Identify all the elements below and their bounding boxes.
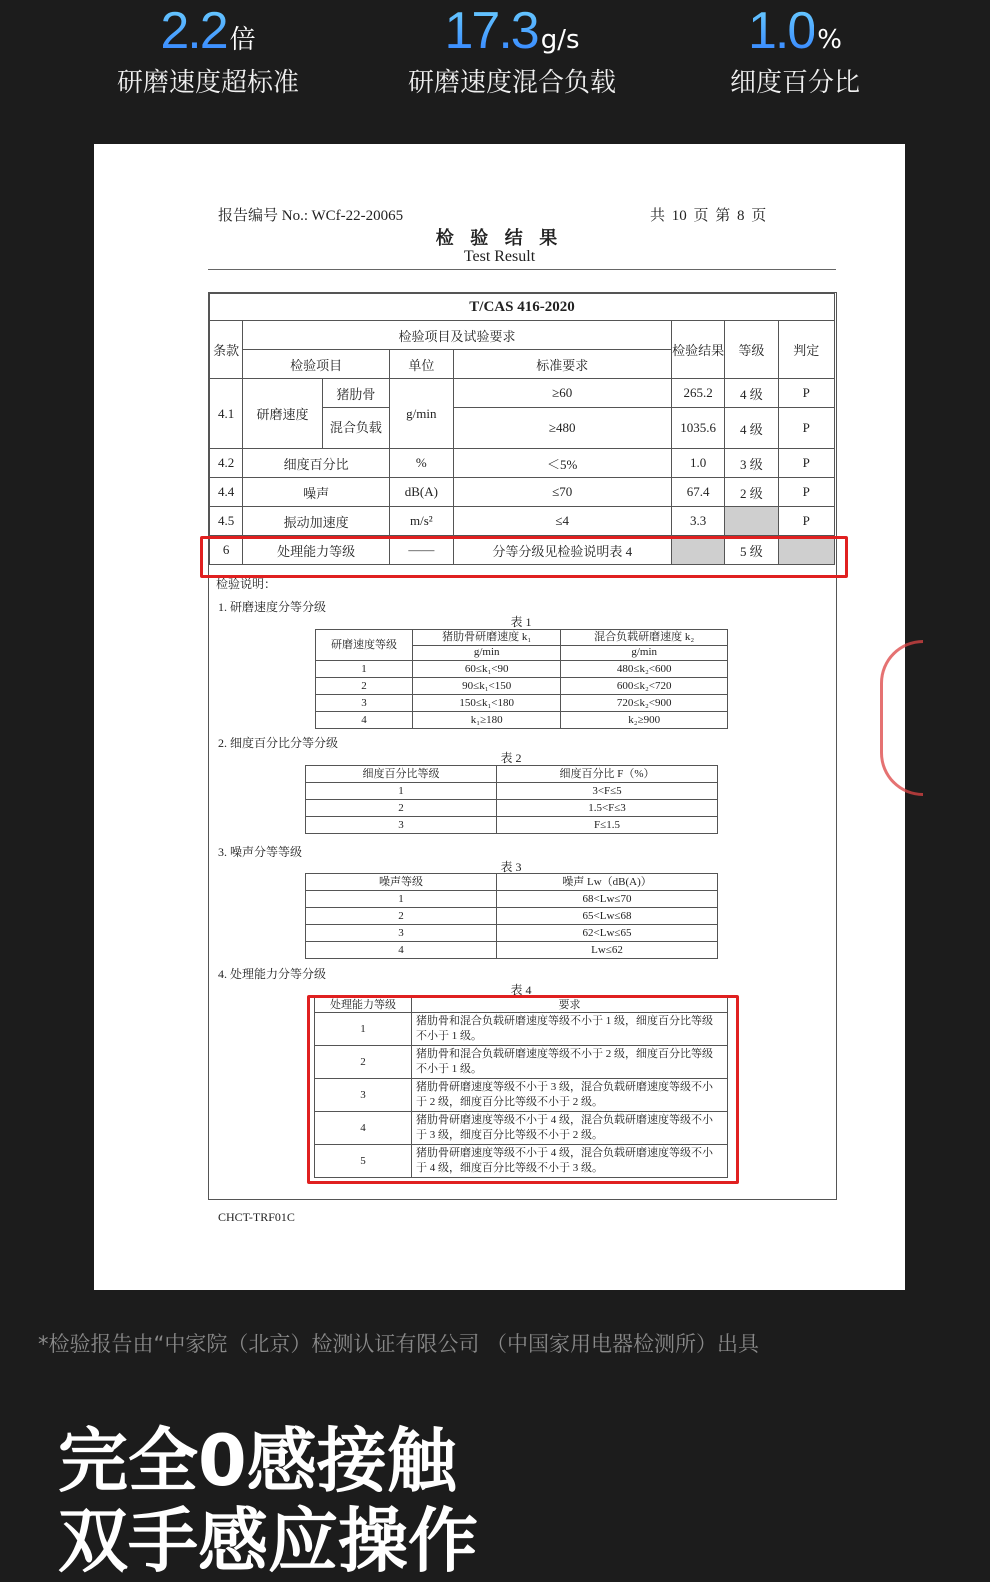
- cell-req: ≤70: [453, 478, 671, 507]
- t4-col-req: 要求: [412, 998, 728, 1013]
- stat-value: 1.0: [747, 2, 815, 60]
- table-cell: 猪肋骨研磨速度等级不小于 4 级，混合负载研磨速度等级不小于 3 级，细度百分比等级不小于 2 级。: [412, 1112, 728, 1145]
- table-cell: 1: [315, 1013, 412, 1046]
- table-cell: 猪肋骨和混合负载研磨速度等级不小于 1 级，细度百分比等级不小于 1 级。: [412, 1013, 728, 1046]
- stat-speed-multiple: [43, 4, 373, 99]
- table-2: [305, 765, 718, 834]
- cell-unit: ——: [390, 536, 453, 565]
- table-cell: 65<Lw≤68: [497, 908, 718, 925]
- col-result: 检验结果: [671, 321, 724, 379]
- table-cell: 2: [315, 1046, 412, 1079]
- section-4-title: 4. 处理能力分等分级: [218, 967, 327, 981]
- table-cell: 68<Lw≤70: [497, 891, 718, 908]
- table-cell: 1: [306, 891, 497, 908]
- table-cell: 600≤k₂<720: [561, 678, 728, 695]
- cell-grade: 4 级: [725, 379, 778, 408]
- cell-unit: dB(A): [390, 478, 453, 507]
- table-cell: 5: [315, 1145, 412, 1178]
- report-source-note: *检验报告由“中家院（北京）检测认证有限公司 （中国家用电器检测所）出具: [38, 1332, 760, 1356]
- seal-stamp: [880, 640, 923, 796]
- table-4-caption: 表 4: [510, 983, 532, 997]
- cell-unit: %: [390, 449, 453, 478]
- cell-verdict: P: [778, 449, 834, 478]
- cell-result: 265.2: [671, 379, 724, 408]
- t2-col-f: 细度百分比 F（%）: [497, 766, 718, 783]
- section-2-title: 2. 细度百分比分等分级: [218, 736, 339, 750]
- table-cell: 3: [315, 1079, 412, 1112]
- table-cell: 猪肋骨和混合负载研磨速度等级不小于 2 级，细度百分比等级不小于 1 级。: [412, 1046, 728, 1079]
- table-cell: 1.5<F≤3: [497, 800, 718, 817]
- stat-unit: g/s: [540, 25, 580, 55]
- cell-req: ≥480: [453, 408, 671, 449]
- cell-verdict: P: [778, 379, 834, 408]
- col-items-req: 检验项目及试验要求: [243, 321, 672, 350]
- table-cell: 2: [306, 908, 497, 925]
- table-cell: 62<Lw≤65: [497, 925, 718, 942]
- report-title-cn: 检 验 结 果: [435, 228, 564, 248]
- headline-2: 双手感应操作: [58, 1500, 478, 1582]
- cell-item: 细度百分比: [243, 449, 390, 478]
- t1-col-k2: 混合负载研磨速度 k₂: [561, 630, 728, 646]
- stat-fineness: [630, 4, 960, 99]
- cell-clause: 4.2: [210, 449, 243, 478]
- t3-col-lw: 噪声 Lw（dB(A)）: [497, 874, 718, 891]
- table-cell: k₂≥900: [561, 712, 728, 729]
- table-cell: 150≤k₁<180: [413, 695, 561, 712]
- highlight-capacity-row: [200, 536, 848, 578]
- cell-clause: 4.5: [210, 507, 243, 536]
- stat-label: 细度百分比: [729, 68, 860, 98]
- table-cell: 猪肋骨研磨速度等级不小于 4 级，混合负载研磨速度等级不小于 4 级，细度百分比等级不小于 3 级。: [412, 1145, 728, 1178]
- col-clause: 条款: [210, 321, 243, 379]
- cell-req: ＜5%: [453, 449, 671, 478]
- t1-col-k1: 猪肋骨研磨速度 k₁: [413, 630, 561, 646]
- cell-item: 噪声: [243, 478, 390, 507]
- cell-unit: g/min: [390, 379, 453, 449]
- table-cell: k₁≥180: [413, 712, 561, 729]
- t2-col-grade: 细度百分比等级: [306, 766, 497, 783]
- cell-clause: 4.4: [210, 478, 243, 507]
- cell-result: 1035.6: [671, 408, 724, 449]
- table-cell: F≤1.5: [497, 817, 718, 834]
- table-cell: 4: [316, 712, 413, 729]
- col-verdict: 判定: [778, 321, 834, 379]
- table-cell: 3: [306, 817, 497, 834]
- table-cell: 2: [306, 800, 497, 817]
- table-2-caption: 表 2: [500, 751, 522, 765]
- cell-item: 研磨速度: [243, 379, 323, 449]
- col-grade: 等级: [725, 321, 778, 379]
- cell-grade: 3 级: [725, 449, 778, 478]
- cell-grade: 2 级: [725, 478, 778, 507]
- table-cell: 480≤k₂<600: [561, 661, 728, 678]
- table-cell: 3<F≤5: [497, 783, 718, 800]
- cell-clause: 6: [210, 536, 243, 565]
- cell-item: 处理能力等级: [243, 536, 390, 565]
- table-cell: 猪肋骨研磨速度等级不小于 3 级，混合负载研磨速度等级不小于 2 级，细度百分比等级不小于 2 级。: [412, 1079, 728, 1112]
- headline-1: 完全0感接触: [58, 1420, 457, 1502]
- table-cell: 90≤k₁<150: [413, 678, 561, 695]
- cell-verdict: P: [778, 507, 834, 536]
- cell-req: ≤4: [453, 507, 671, 536]
- t1-unit: g/min: [413, 645, 561, 661]
- stat-value: 17.3: [444, 2, 538, 60]
- highlight-table-4: [307, 995, 739, 1184]
- table-cell: 2: [316, 678, 413, 695]
- cell-result: 1.0: [671, 449, 724, 478]
- cell-verdict: P: [778, 478, 834, 507]
- results-table: [209, 293, 835, 565]
- report-title-en: Test Result: [463, 248, 536, 265]
- table-cell: 4: [315, 1112, 412, 1145]
- table-cell: 1: [306, 783, 497, 800]
- col-item: 检验项目: [243, 350, 390, 379]
- report-number: 报告编号 No.: WCf-22-20065: [218, 208, 404, 224]
- cell-clause: 4.1: [210, 379, 243, 449]
- cell-result: 67.4: [671, 478, 724, 507]
- section-1-title: 1. 研磨速度分等分级: [218, 600, 327, 614]
- form-code: CHCT-TRF01C: [218, 1210, 295, 1224]
- cell-item: 振动加速度: [243, 507, 390, 536]
- cell-req: ≥60: [453, 379, 671, 408]
- table-3-caption: 表 3: [500, 860, 522, 874]
- cell-result: 3.3: [671, 507, 724, 536]
- page-count: 共 10 页 第 8 页: [650, 208, 767, 224]
- notes-title: 检验说明：: [216, 577, 277, 591]
- section-3-title: 3. 噪声分等等级: [218, 845, 303, 859]
- standard-code: T/CAS 416-2020: [210, 294, 835, 321]
- test-report-page: [94, 144, 905, 1290]
- table-cell: 3: [306, 925, 497, 942]
- cell-sub-item: 混合负载: [322, 408, 389, 449]
- table-cell: 4: [306, 942, 497, 959]
- table-cell: 3: [316, 695, 413, 712]
- stat-unit: 倍: [229, 25, 256, 55]
- stat-value: 2.2: [160, 2, 227, 60]
- table-1-caption: 表 1: [510, 615, 532, 629]
- col-std-req: 标准要求: [453, 350, 671, 379]
- t4-col-grade: 处理能力等级: [315, 998, 412, 1013]
- stat-mixed-load: [347, 4, 677, 99]
- cell-grade-empty: [725, 507, 778, 536]
- t1-unit: g/min: [561, 645, 728, 661]
- table-cell: 720≤k₂<900: [561, 695, 728, 712]
- table-cell: 1: [316, 661, 413, 678]
- stat-unit: %: [817, 25, 842, 55]
- title-divider: [208, 269, 836, 270]
- cell-grade: 4 级: [725, 408, 778, 449]
- cell-sub-item: 猪肋骨: [322, 379, 389, 408]
- t1-col-grade: 研磨速度等级: [316, 630, 413, 661]
- stat-label: 研磨速度混合负载: [407, 68, 616, 98]
- table-3: [305, 873, 718, 959]
- cell-grade: 5 级: [725, 536, 778, 565]
- table-1: [315, 629, 728, 729]
- t3-col-grade: 噪声等级: [306, 874, 497, 891]
- table-cell: Lw≤62: [497, 942, 718, 959]
- col-unit: 单位: [390, 350, 453, 379]
- stat-label: 研磨速度超标准: [116, 68, 299, 98]
- cell-unit: m/s²: [390, 507, 453, 536]
- table-cell: 60≤k₁<90: [413, 661, 561, 678]
- cell-verdict: P: [778, 408, 834, 449]
- cell-req: 分等分级见检验说明表 4: [453, 536, 671, 565]
